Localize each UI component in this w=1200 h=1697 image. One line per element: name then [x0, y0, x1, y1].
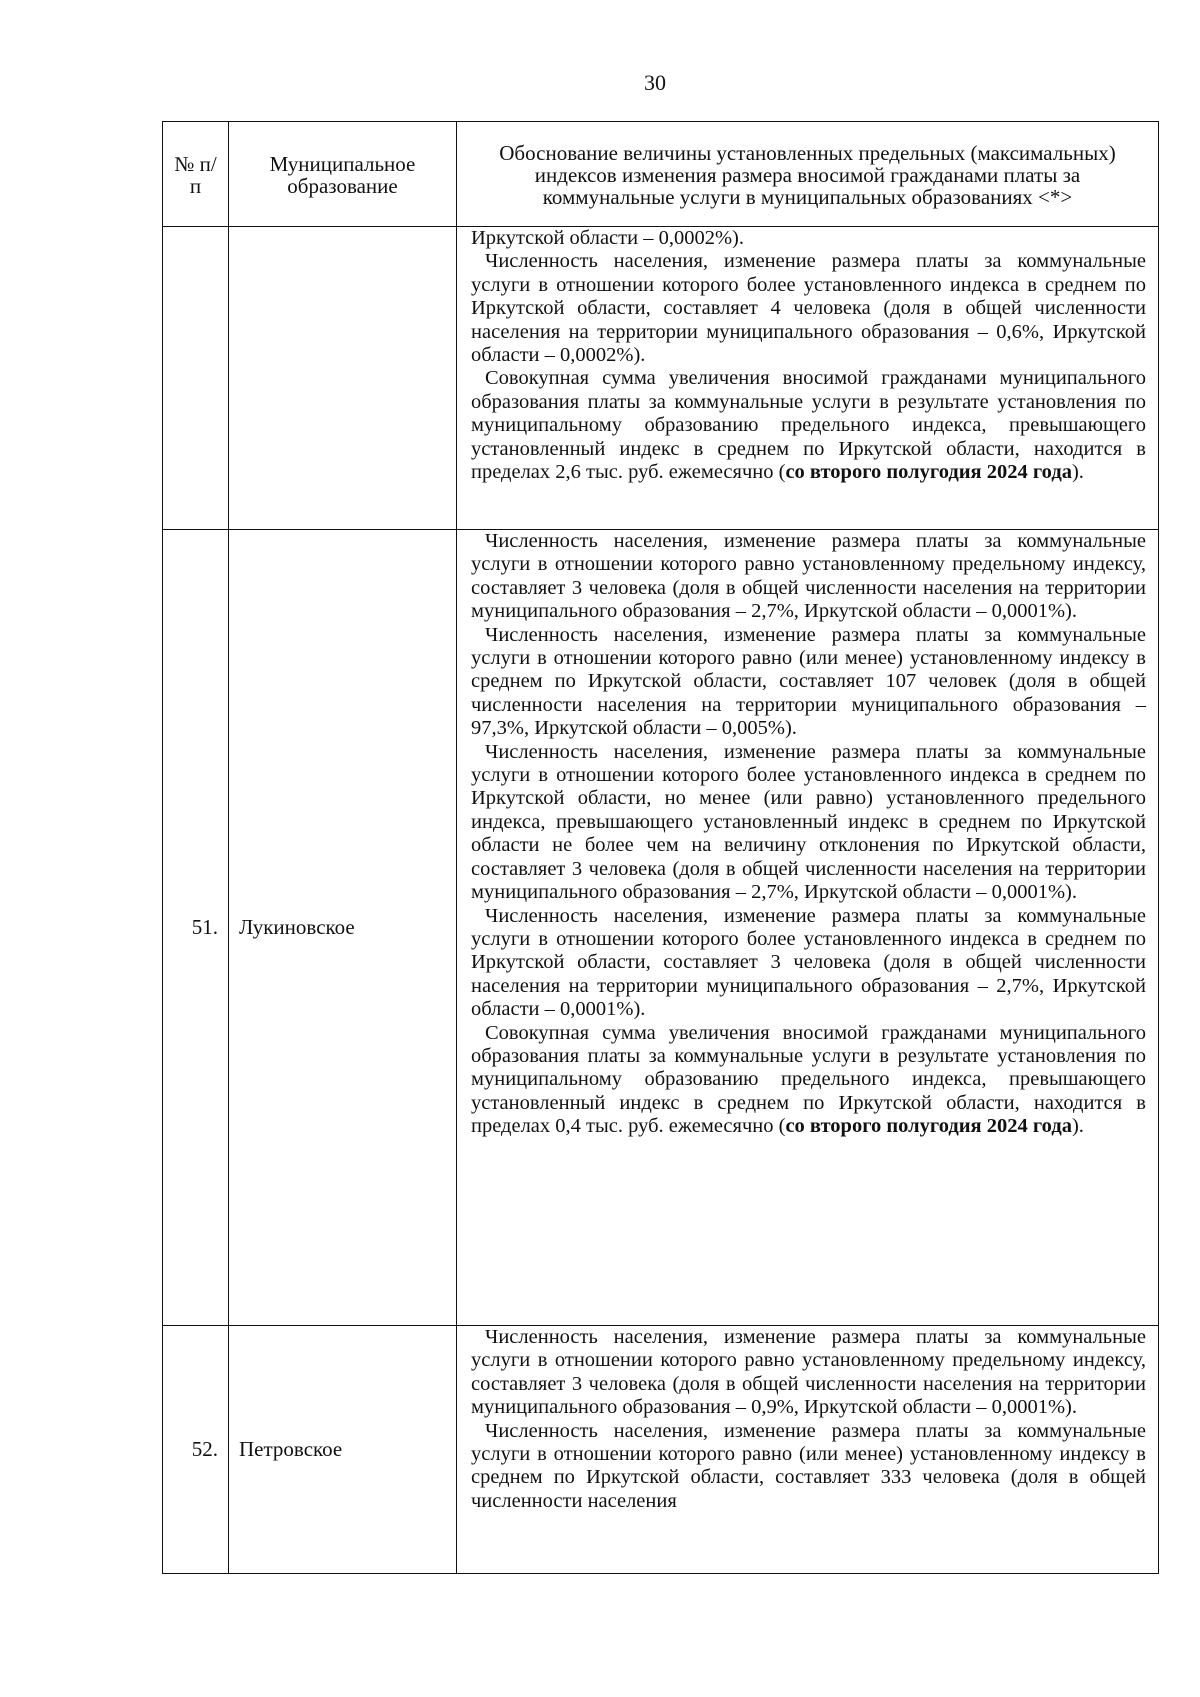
period-bold: со второго полугодия 2024 года	[785, 1115, 1072, 1138]
row-number	[163, 227, 229, 530]
row-number: 52.	[163, 1326, 229, 1574]
period-bold: со второго полугодия 2024 года	[785, 461, 1072, 484]
row-justification	[457, 530, 1159, 1326]
row-justification	[457, 1326, 1159, 1574]
paragraph: Иркутской области – 0,0002%).	[471, 227, 744, 249]
indices-table	[162, 121, 1159, 1574]
row-number: 51.	[163, 530, 229, 1326]
paragraph: Совокупная сумма увеличения вносимой гражданами муниципального образования платы за коммунальные услуги в результате установления по муниципальному образованию предельного индекса, превышающего установленный индекс в среднем по Иркутской области, находится в пределах 0,4 тыс. руб. ежемесячно (со второго полугодия 2024 года).	[471, 1021, 1146, 1138]
row-municipality: Лукиновское	[229, 530, 457, 1326]
paragraph-text: Совокупная сумма увеличения вносимой гражданами муниципального образования платы за коммунальные услуги в результате установления по муниципальному образованию предельного индекса, превышающего установленный индекс в среднем по Иркутской области, находится в пределах 2,6 тыс. руб. ежемесячно	[471, 367, 1146, 484]
page-number: 30	[644, 70, 666, 95]
row-municipality	[229, 227, 457, 530]
paragraph: Численность населения, изменение размера платы за коммунальные услуги в отношении которого равно установленному предельному индексу, составляет 3 человека (доля в общей численности населения на территории муниципального образования – 2,7%, Иркутской области – 0,0001%).	[471, 530, 1146, 623]
table-row	[163, 227, 1159, 530]
paragraph: Численность населения, изменение размера платы за коммунальные услуги в отношении которого равно установленному предельному индексу, составляет 3 человека (доля в общей численности населения на территории муниципального образования – 0,9%, Иркутской области – 0,0001%).	[471, 1326, 1146, 1419]
paragraph-text: Совокупная сумма увеличения вносимой гражданами муниципального образования платы за коммунальные услуги в результате установления по муниципальному образованию предельного индекса, превышающего установленный индекс в среднем по Иркутской области, находится в пределах 0,4 тыс. руб. ежемесячно	[471, 1021, 1146, 1138]
header-justification: Обоснование величины установленных предельных (максимальных) индексов изменения размера вносимой гражданами платы за коммунальные услуги в муниципальных образованиях <*>	[457, 122, 1159, 227]
table-header-row	[163, 122, 1159, 227]
table-row	[163, 530, 1159, 1326]
paragraph-end: ).	[1071, 461, 1084, 484]
paragraph: Численность населения, изменение размера платы за коммунальные услуги в отношении которого равно (или менее) установленному индексу в среднем по Иркутской области, составляет 107 человек (доля в общей численности населения на территории муниципального образования – 97,3%, Иркутской области – 0,005%).	[471, 623, 1146, 740]
table-row	[163, 1326, 1159, 1574]
paragraph-end: ).	[1071, 1115, 1084, 1138]
paragraph: Численность населения, изменение размера платы за коммунальные услуги в отношении которого более установленного индекса в среднем по Иркутской области, составляет 4 человека (доля в общей численности населения на территории муниципального образования – 0,6%, Иркутской области – 0,0002%).	[471, 250, 1146, 367]
row-municipality: Петровское	[229, 1326, 457, 1574]
paragraph: Совокупная сумма увеличения вносимой гражданами муниципального образования платы за коммунальные услуги в результате установления по муниципальному образованию предельного индекса, превышающего установленный индекс в среднем по Иркутской области, находится в пределах 2,6 тыс. руб. ежемесячно (со второго полугодия 2024 года).	[471, 367, 1146, 484]
row-justification	[457, 227, 1159, 530]
paragraph: Численность населения, изменение размера платы за коммунальные услуги в отношении которого более установленного индекса в среднем по Иркутской области, но менее (или равно) установленного предельного индекса, превышающего установленный индекс в среднем по Иркутской области не более чем на величину отклонения по Иркутской области, составляет 3 человека (доля в общей численности населения на территории муниципального образования – 2,7%, Иркутской области – 0,0001%).	[471, 740, 1146, 904]
header-municipality: Муниципальное образование	[229, 122, 457, 227]
paragraph: Численность населения, изменение размера платы за коммунальные услуги в отношении которого равно (или менее) установленному индексу в среднем по Иркутской области, составляет 333 человека (доля в общей численности населения	[471, 1419, 1146, 1512]
header-num: № п/п	[163, 122, 229, 227]
paragraph: Численность населения, изменение размера платы за коммунальные услуги в отношении которого более установленного индекса в среднем по Иркутской области, составляет 3 человека (доля в общей численности населения на территории муниципального образования – 2,7%, Иркутской области – 0,0001%).	[471, 904, 1146, 1021]
